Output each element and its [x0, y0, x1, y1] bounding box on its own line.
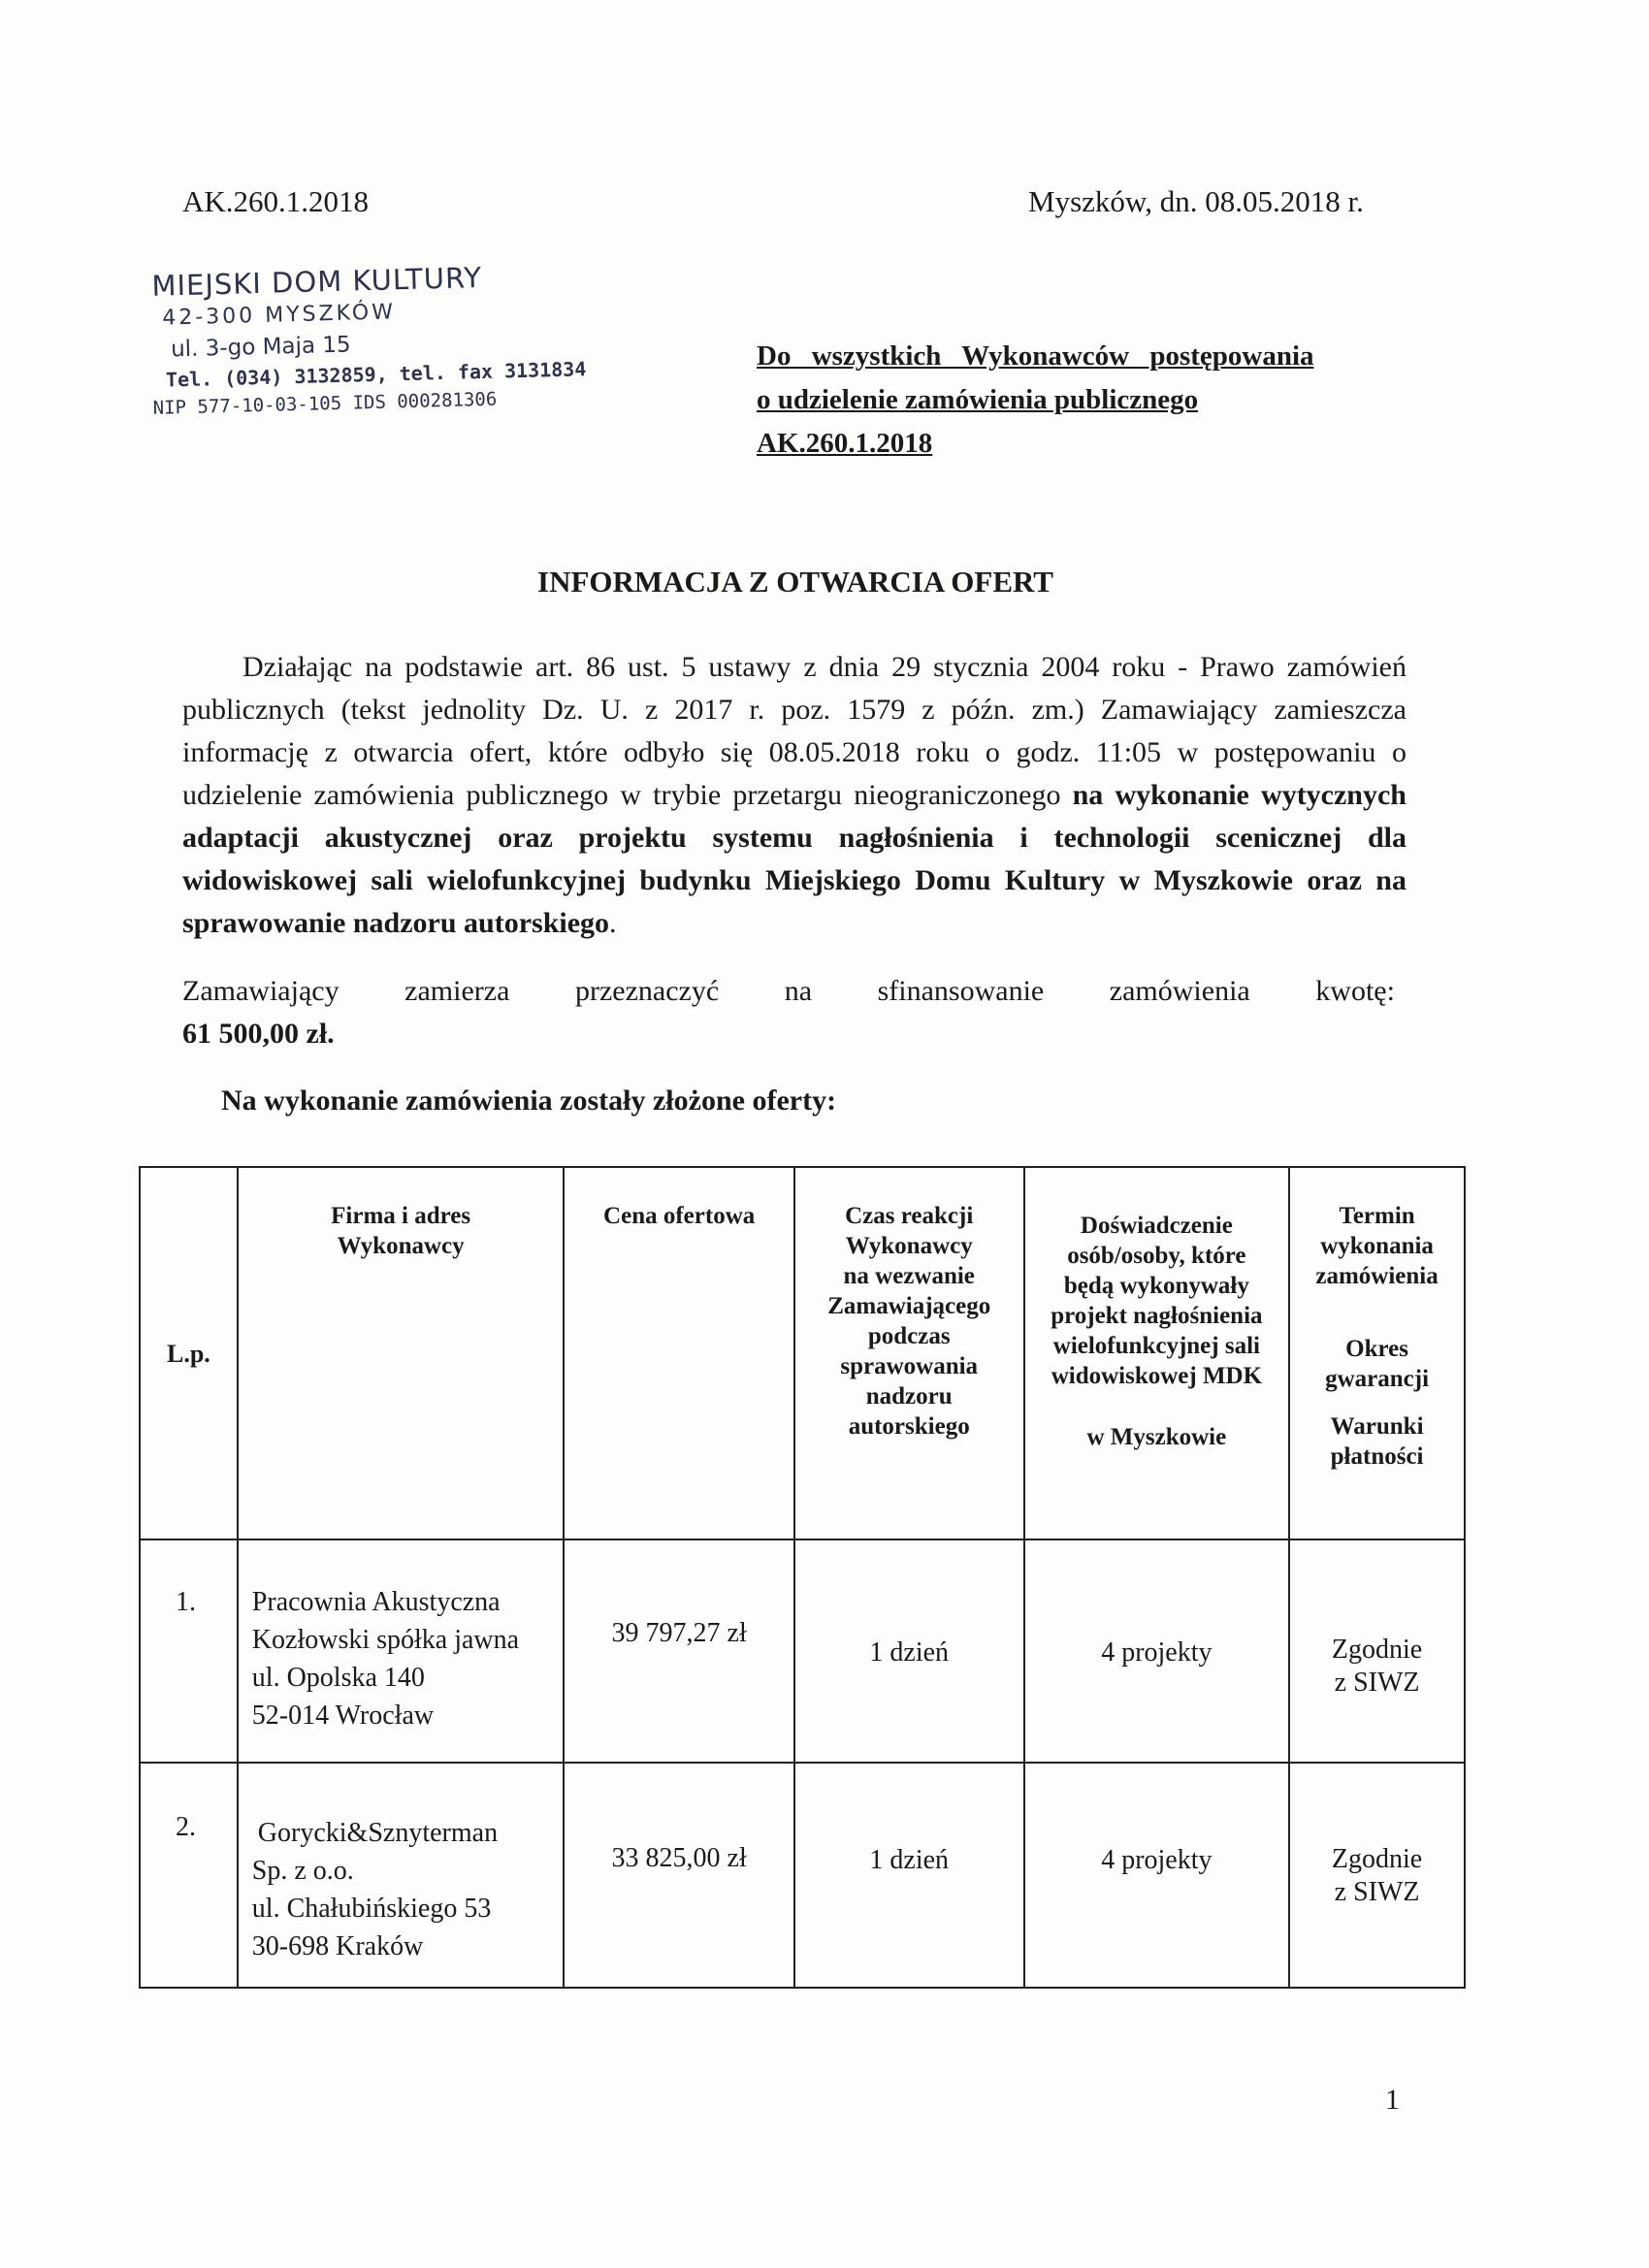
header-line: Zamawiającego: [827, 1293, 991, 1319]
firm-line: Gorycki&Sznyterman: [257, 1818, 499, 1848]
budget-word: zamówienia: [1109, 975, 1250, 1007]
header-line: autorskiego: [848, 1413, 970, 1440]
recipient-line: Do wszystkich Wykonawców postępowania: [757, 340, 1314, 372]
header-experience: [1024, 1167, 1290, 1539]
document-title: INFORMACJA Z OTWARCIA OFERT: [537, 565, 1053, 599]
header-line: projekt nagłośnienia: [1051, 1303, 1263, 1329]
stamp-line-name: MIEJSKI DOM KULTURY: [150, 260, 483, 303]
header-line: płatności: [1330, 1443, 1424, 1470]
term-line: z SIWZ: [1334, 1668, 1420, 1698]
term-line: z SIWZ: [1334, 1877, 1420, 1907]
row-experience: 4 projekty: [1024, 1539, 1290, 1763]
header-line: widowiskowej MDK: [1051, 1363, 1263, 1389]
header-term: [1289, 1167, 1465, 1539]
header-line: osób/osoby, które: [1067, 1243, 1246, 1269]
offers-heading: Na wykonanie zamówienia zostały złożone oferty:: [221, 1085, 837, 1117]
body-paragraph: [182, 646, 1406, 945]
stamp-line-nip: NIP 577-10-03-105 IDS 000281306: [152, 388, 498, 419]
header-line: wykonania: [1320, 1233, 1434, 1259]
recipient-line: o udzielenie zamówienia publicznego: [757, 384, 1199, 415]
row-number: 2.: [140, 1763, 238, 1988]
header-line: gwarancji: [1325, 1366, 1430, 1392]
budget-word: Zamawiający: [182, 975, 340, 1007]
budget-amount: 61 500,00 zł.: [182, 1018, 335, 1050]
stamp-line-street: ul. 3-go Maja 15: [170, 332, 351, 363]
budget-word: przeznaczyć: [574, 975, 720, 1007]
row-reaction-time: 1 dzień: [794, 1763, 1024, 1988]
header-line: Termin: [1339, 1203, 1415, 1229]
budget-word: sfinansowanie: [877, 975, 1045, 1007]
row-term: [1289, 1763, 1465, 1988]
header-price: Cena ofertowa: [564, 1167, 793, 1539]
header-line: Okres: [1345, 1336, 1408, 1362]
header-lp: L.p.: [140, 1167, 238, 1539]
header-firm-line: Wykonawcy: [337, 1233, 465, 1259]
term-line: Zgodnie: [1331, 1844, 1423, 1874]
place-date: Myszków, dn. 08.05.2018 r.: [1028, 184, 1364, 218]
recipient-line: AK.260.1.2018: [757, 428, 933, 459]
table-row: [140, 1539, 1465, 1763]
budget-paragraph: [182, 970, 1395, 1055]
firm-line: Kozłowski spółka jawna: [251, 1625, 520, 1655]
body-intro: Działając na podstawie art. 86 ust. 5 ustawy z dnia 29 stycznia 2004 roku - Prawo zamówień publicznych (tekst jednolity Dz. U. z 2017 r. poz. 1579 z późn. zm.) Zamawiający zamieszcza informację z otwarcia ofert, które odbyło się 08.05.2018 roku o godz. 11:05 w postępowaniu o udzielenie zamówienia publicznego w trybie przetargu nieograniczonego: [182, 651, 1406, 811]
header-line: na wezwanie: [843, 1263, 975, 1289]
header-line: wielofunkcyjnej sali: [1052, 1333, 1260, 1359]
budget-word: kwotę:: [1315, 975, 1395, 1007]
term-line: Zgodnie: [1331, 1635, 1423, 1665]
firm-line: ul. Opolska 140: [251, 1663, 425, 1693]
header-line: Doświadczenie: [1080, 1213, 1233, 1239]
budget-sentence: [182, 970, 1395, 1013]
table-row: [140, 1763, 1465, 1988]
header-line: podczas: [867, 1323, 951, 1349]
header-line: w Myszkowie: [1086, 1424, 1227, 1450]
firm-line: Sp. z o.o.: [251, 1856, 354, 1886]
recipient-block: [757, 335, 1314, 466]
row-experience: 4 projekty: [1024, 1763, 1290, 1988]
stamp-line-postcode: 42-300 MYSZKÓW: [161, 300, 397, 331]
body-subject: na wykonanie wytycznych adaptacji akustycznej oraz projektu systemu nagłośnienia i technologii scenicznej dla widowiskowej sali wielofunkcyjnej budynku Miejskiego Domu Kultury w Myszkowie oraz na sprawowanie nadzoru autorskiego: [182, 779, 1406, 939]
budget-word: na: [784, 975, 813, 1007]
budget-word: zamierza: [404, 975, 510, 1007]
table-header-row: [140, 1167, 1465, 1539]
institution-stamp: [147, 260, 587, 435]
body-subject-end: .: [609, 907, 617, 939]
row-price: 33 825,00 zł: [564, 1763, 793, 1988]
header-line: nadzoru: [865, 1383, 953, 1409]
row-firm: [238, 1539, 565, 1763]
stamp-line-phone: Tel. (034) 3132859, tel. fax 3131834: [165, 357, 587, 392]
offers-table: [139, 1166, 1466, 1989]
header-line: sprawowania: [840, 1353, 979, 1379]
page-number: 1: [1385, 2084, 1400, 2116]
header-line: będą wykonywały: [1063, 1273, 1249, 1299]
firm-line: 30-698 Kraków: [251, 1931, 424, 1961]
row-term: [1289, 1539, 1465, 1763]
firm-line: Pracownia Akustyczna: [251, 1587, 501, 1617]
case-number: AK.260.1.2018: [182, 184, 370, 218]
header-line: Czas reakcji: [845, 1203, 974, 1229]
header-line: Wykonawcy: [845, 1233, 973, 1259]
firm-line: 52-014 Wrocław: [251, 1701, 435, 1731]
header-line: Warunki: [1330, 1413, 1424, 1440]
header-reaction-time: [794, 1167, 1024, 1539]
row-firm: [238, 1763, 565, 1988]
row-price: 39 797,27 zł: [564, 1539, 793, 1763]
row-number: 1.: [140, 1539, 238, 1763]
row-reaction-time: 1 dzień: [794, 1539, 1024, 1763]
header-firm: [238, 1167, 565, 1539]
firm-line: ul. Chałubińskiego 53: [251, 1894, 492, 1924]
header-line: zamówienia: [1315, 1263, 1439, 1289]
header-firm-line: Firma i adres: [331, 1203, 471, 1229]
